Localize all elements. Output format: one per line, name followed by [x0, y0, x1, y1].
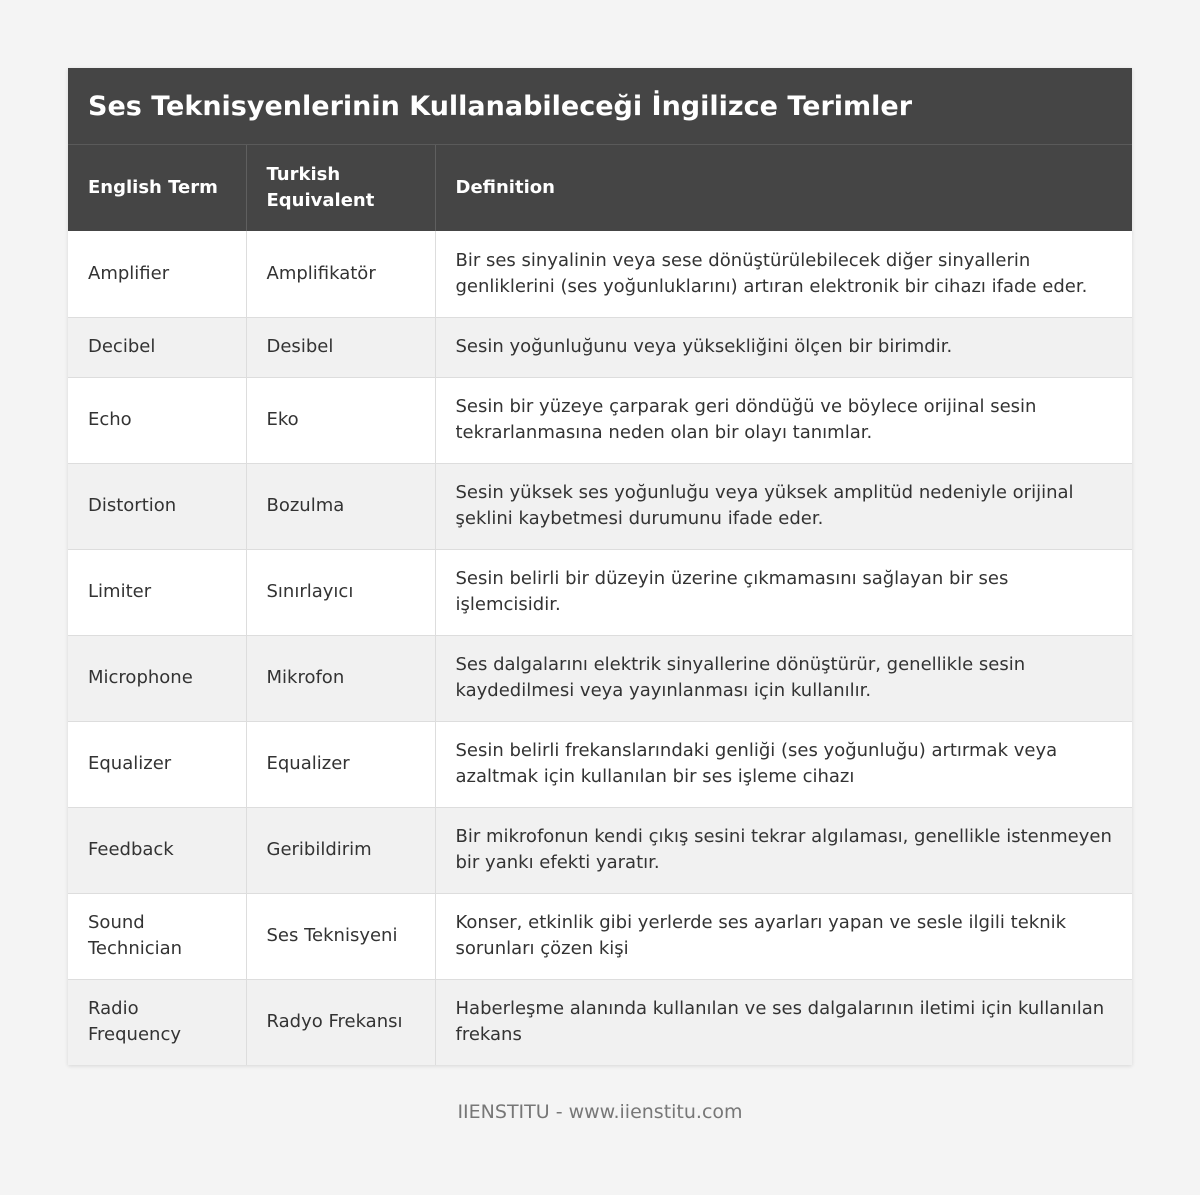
terms-table-card	[68, 68, 1132, 1065]
cell-definition: Bir mikrofonun kendi çıkış sesini tekrar algılaması, genellikle istenmeyen bir yankı efekti yaratır.	[435, 807, 1132, 893]
cell-english-term: Limiter	[68, 549, 246, 635]
cell-turkish-equivalent: Equalizer	[246, 721, 435, 807]
table-row	[68, 979, 1132, 1065]
cell-definition: Ses dalgalarını elektrik sinyallerine dönüştürür, genellikle sesin kaydedilmesi veya yayınlanması için kullanılır.	[435, 635, 1132, 721]
header-definition: Definition	[455, 177, 555, 198]
table-row	[68, 463, 1132, 549]
cell-english-term: Feedback	[68, 807, 246, 893]
cell-definition: Sesin yüksek ses yoğunluğu veya yüksek amplitüd nedeniyle orijinal şeklini kaybetmesi durumunu ifade eder.	[435, 463, 1132, 549]
table-row	[68, 317, 1132, 377]
cell-english-term: Echo	[68, 377, 246, 463]
cell-definition: Sesin belirli bir düzeyin üzerine çıkmamasını sağlayan bir ses işlemcisidir.	[435, 549, 1132, 635]
table-title: Ses Teknisyenlerinin Kullanabileceği İngilizce Terimler	[68, 68, 1132, 145]
table-row	[68, 635, 1132, 721]
cell-turkish-equivalent: Ses Teknisyeni	[246, 893, 435, 979]
cell-turkish-equivalent: Geribildirim	[246, 807, 435, 893]
footer-credit: IIENSTITU - www.iienstitu.com	[457, 1101, 743, 1123]
cell-english-term: Amplifier	[68, 231, 246, 317]
cell-definition: Sesin bir yüzeye çarparak geri döndüğü ve böylece orijinal sesin tekrarlanmasına neden olan bir olayı tanımlar.	[435, 377, 1132, 463]
terms-table	[68, 145, 1132, 1065]
table-row	[68, 807, 1132, 893]
cell-turkish-equivalent: Amplifikatör	[246, 231, 435, 317]
cell-definition: Sesin belirli frekanslarındaki genliği (ses yoğunluğu) artırmak veya azaltmak için kullanılan bir ses işleme cihazı	[435, 721, 1132, 807]
table-row	[68, 721, 1132, 807]
cell-turkish-equivalent: Radyo Frekansı	[246, 979, 435, 1065]
cell-turkish-equivalent: Desibel	[246, 317, 435, 377]
cell-turkish-equivalent: Sınırlayıcı	[246, 549, 435, 635]
cell-turkish-equivalent: Mikrofon	[246, 635, 435, 721]
cell-english-term: Microphone	[68, 635, 246, 721]
table-row	[68, 893, 1132, 979]
cell-english-term: Decibel	[68, 317, 246, 377]
cell-definition: Haberleşme alanında kullanılan ve ses dalgalarının iletimi için kullanılan frekans	[455, 998, 1105, 1046]
table-row	[68, 377, 1132, 463]
table-header-row	[68, 145, 1132, 231]
cell-english-term: Distortion	[68, 463, 246, 549]
cell-turkish-equivalent: Eko	[246, 377, 435, 463]
table-row	[68, 231, 1132, 317]
cell-turkish-equivalent: Bozulma	[246, 463, 435, 549]
header-turkish-equivalent: Turkish Equivalent	[246, 145, 435, 231]
cell-english-term: Equalizer	[68, 721, 246, 807]
cell-definition: Sesin yoğunluğunu veya yüksekliğini ölçen bir birimdir.	[435, 317, 1132, 377]
cell-definition: Konser, etkinlik gibi yerlerde ses ayarları yapan ve sesle ilgili teknik sorunları çözen kişi	[435, 893, 1132, 979]
header-english-term: English Term	[68, 145, 246, 231]
cell-english-term: Sound Technician	[68, 893, 246, 979]
cell-definition: Bir ses sinyalinin veya sese dönüştürülebilecek diğer sinyallerin genliklerini (ses yoğunluklarını) artıran elektronik bir cihazı ifade eder.	[435, 231, 1132, 317]
table-row	[68, 549, 1132, 635]
cell-english-term: Radio Frequency	[68, 979, 246, 1065]
